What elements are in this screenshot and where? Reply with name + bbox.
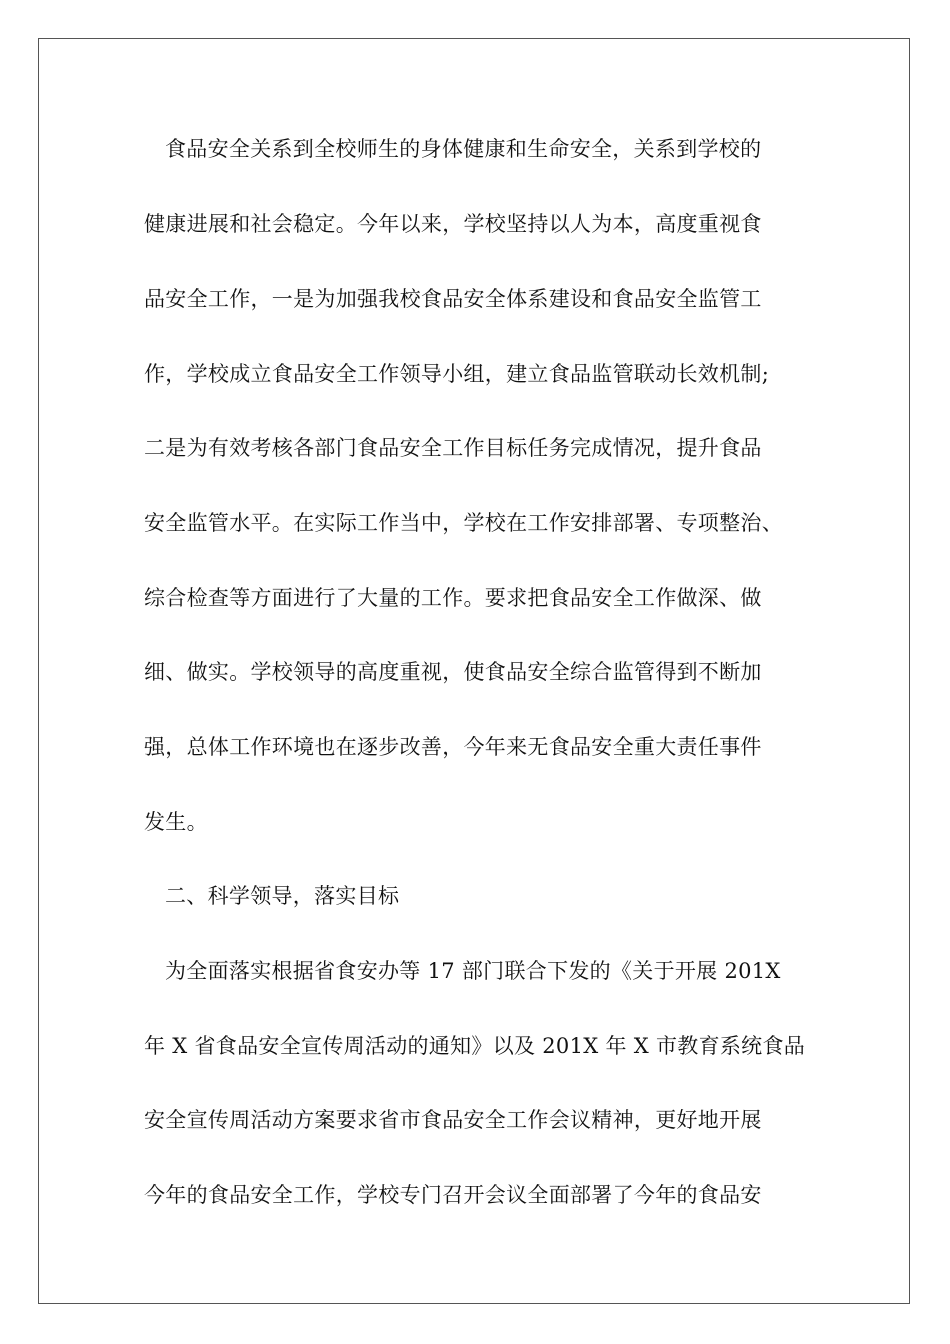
- paragraph-line: 细、做实。学校领导的高度重视，使食品安全综合监管得到不断加: [144, 660, 762, 684]
- section-heading: 二、科学领导，落实目标: [165, 884, 400, 908]
- paragraph-line: 年 X 省食品安全宣传周活动的通知》以及 201X 年 X 市教育系统食品: [144, 1034, 806, 1058]
- paragraph-line: 安全宣传周活动方案要求省市食品安全工作会议精神，更好地开展: [144, 1108, 762, 1132]
- paragraph-line: 作，学校成立食品安全工作领导小组，建立食品监管联动长效机制;: [144, 362, 770, 386]
- paragraph-line: 发生。: [144, 810, 208, 834]
- paragraph-line: 品安全工作，一是为加强我校食品安全体系建设和食品安全监管工: [144, 287, 762, 311]
- paragraph-line: 综合检查等方面进行了大量的工作。要求把食品安全工作做深、做: [144, 586, 762, 610]
- paragraph-line: 二是为有效考核各部门食品安全工作目标任务完成情况，提升食品: [144, 436, 762, 460]
- paragraph-line: 为全面落实根据省食安办等 17 部门联合下发的《关于开展 201X: [165, 959, 781, 983]
- paragraph-line: 强，总体工作环境也在逐步改善，今年来无食品安全重大责任事件: [144, 735, 762, 759]
- paragraph-line: 食品安全关系到全校师生的身体健康和生命安全，关系到学校的: [165, 137, 762, 161]
- paragraph-line: 今年的食品安全工作，学校专门召开会议全面部署了今年的食品安: [144, 1183, 762, 1207]
- paragraph-line: 健康进展和社会稳定。今年以来，学校坚持以人为本，高度重视食: [144, 212, 762, 236]
- paragraph-line: 安全监管水平。在实际工作当中，学校在工作安排部署、专项整治、: [144, 511, 783, 535]
